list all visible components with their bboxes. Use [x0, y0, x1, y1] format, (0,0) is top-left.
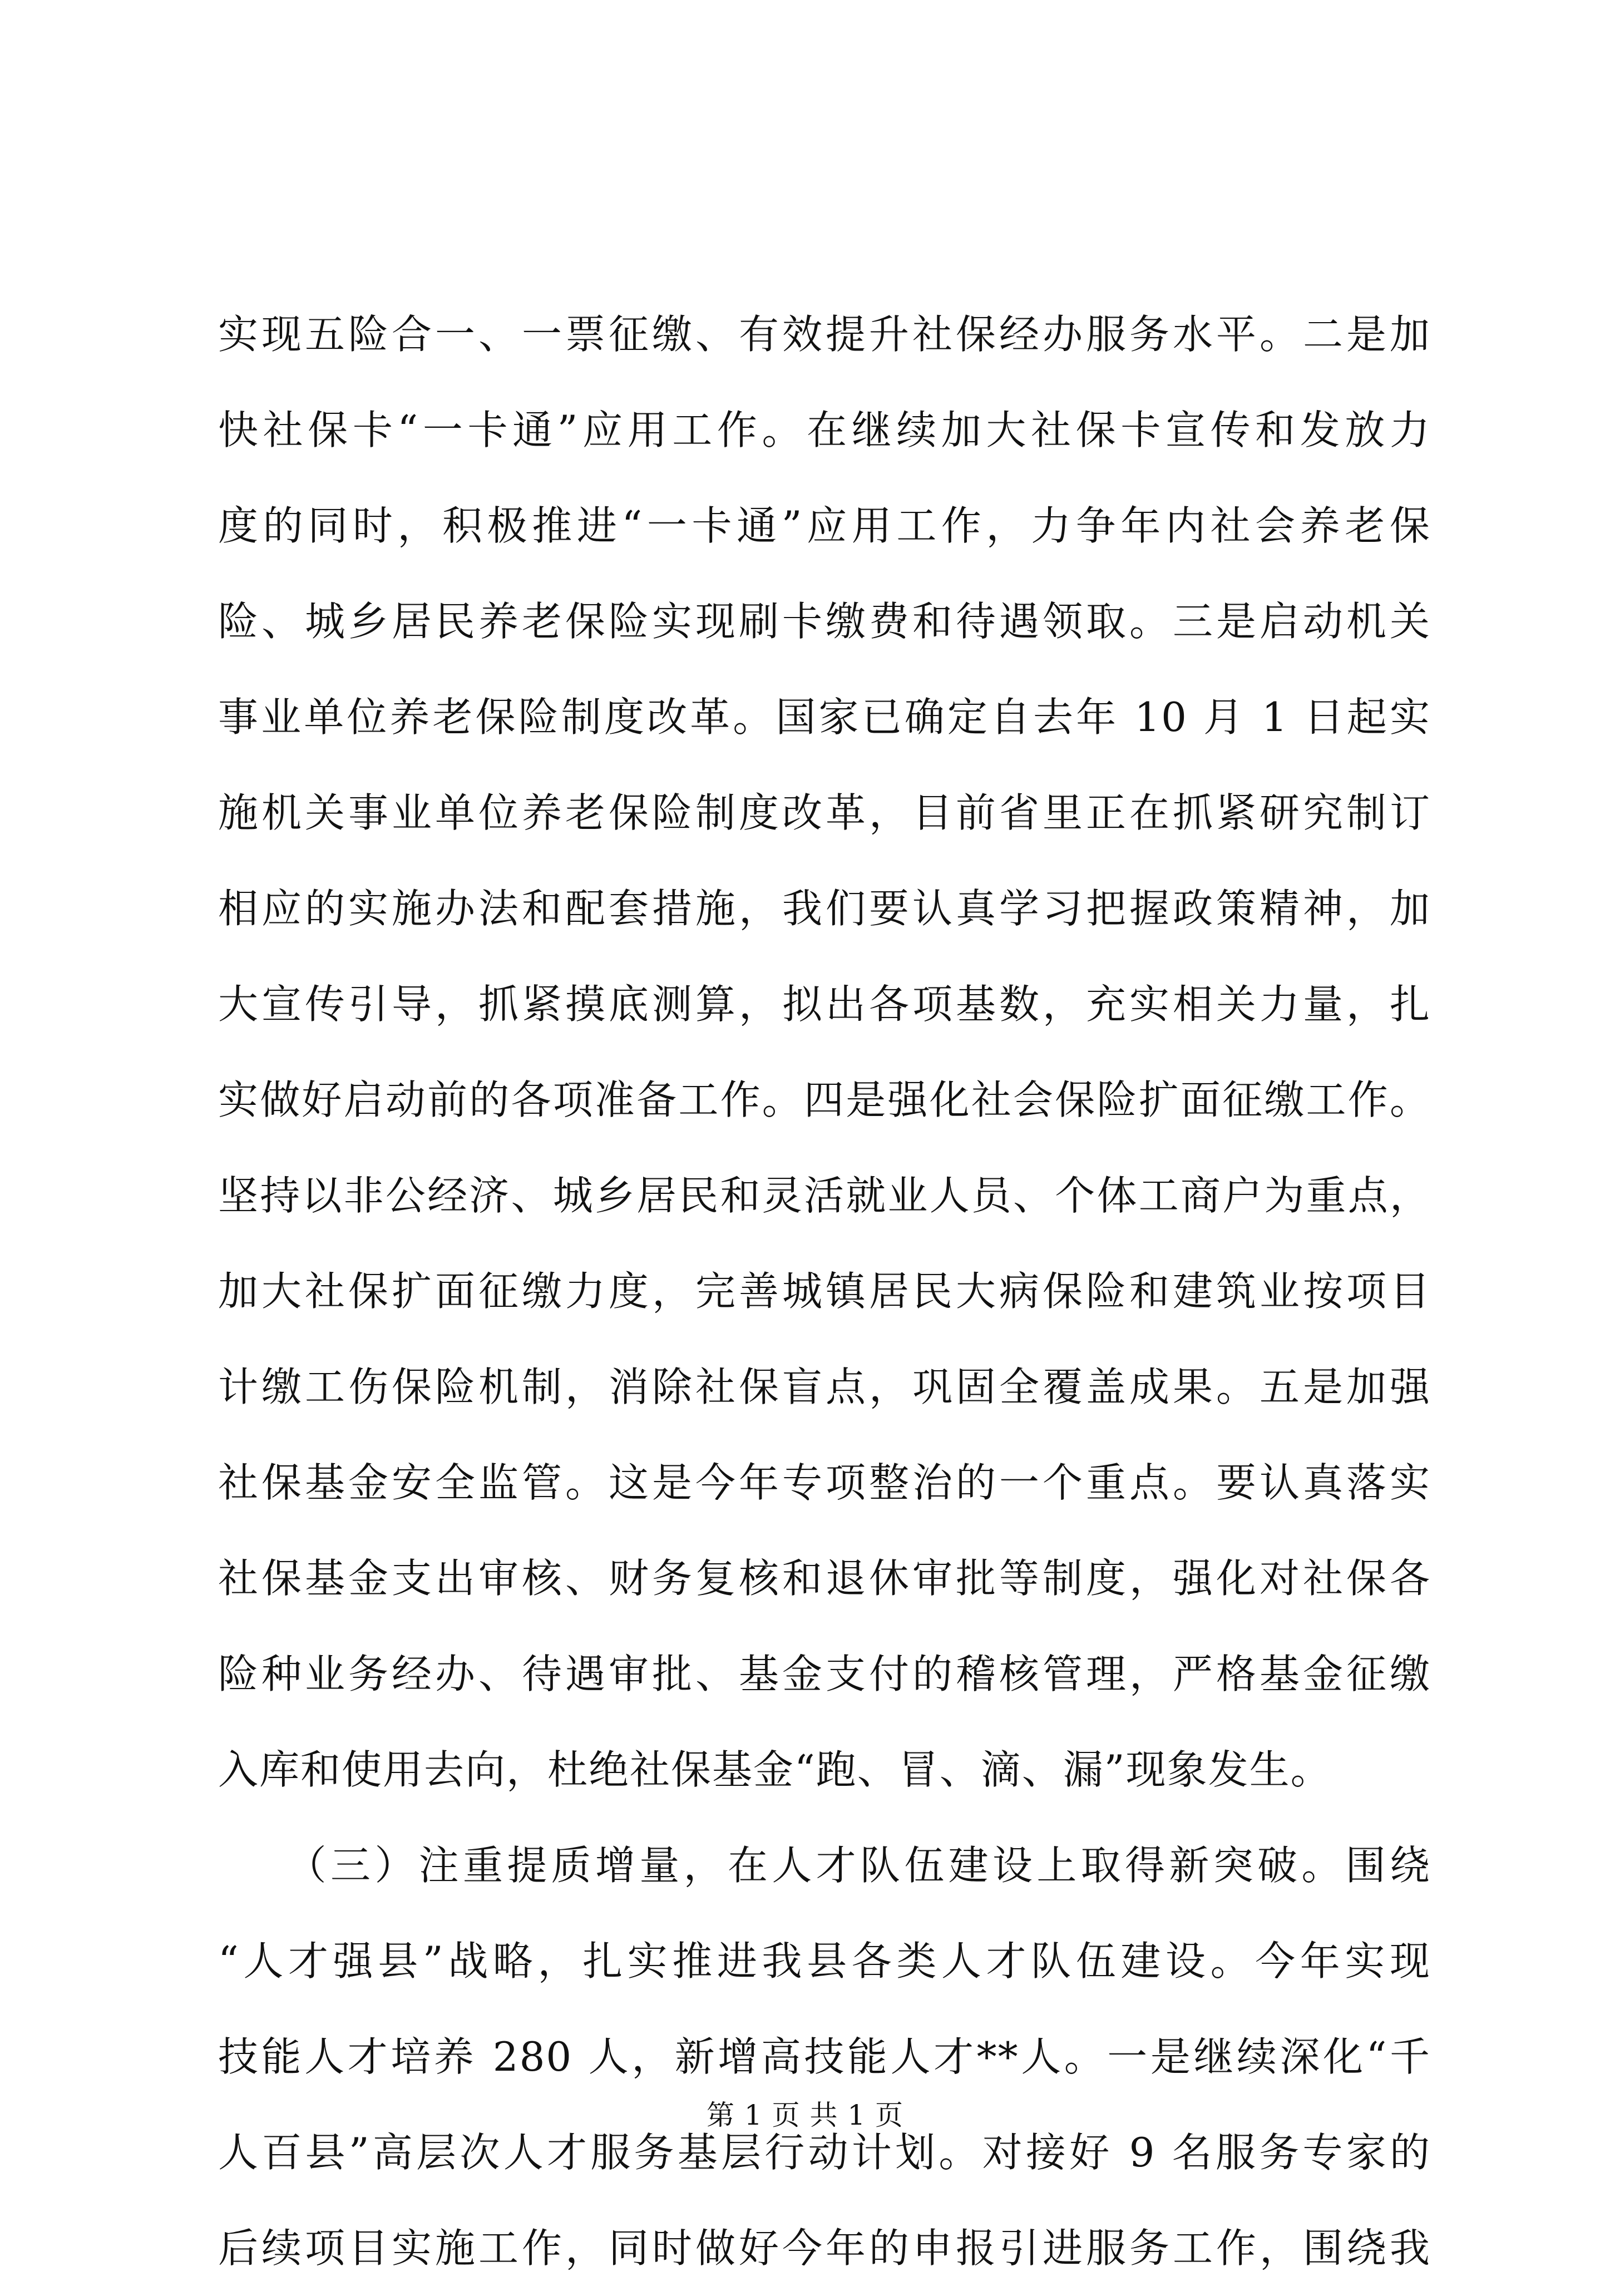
text-line: 后续项目实施工作，同时做好今年的申报引进服务工作，围绕我 — [218, 2225, 1431, 2272]
text-line: 快社保卡“一卡通”应用工作。在继续加大社保卡宣传和发放力 — [218, 407, 1431, 453]
text-line: 计缴工伤保险机制，消除社保盲点，巩固全覆盖成果。五是加强 — [218, 1364, 1431, 1410]
text-line: 坚持以非公经济、城乡居民和灵活就业人员、个体工商户为重点， — [218, 1172, 1431, 1219]
page-number-footer: 第 1 页 共 1 页 — [706, 2099, 904, 2131]
text-line: “人才强县”战略，扎实推进我县各类人才队伍建设。今年实现 — [218, 1938, 1431, 1984]
text-line: 相应的实施办法和配套措施，我们要认真学习把握政策精神，加 — [218, 885, 1431, 932]
text-line: 入库和使用去向，杜绝社保基金“跑、冒、滴、漏”现象发生。 — [218, 1746, 1332, 1793]
document-body — [218, 287, 1431, 2296]
text-line: 事业单位养老保险制度改革。国家已确定自去年 10 月 1 日起实 — [218, 694, 1431, 740]
text-line: 度的同时，积极推进“一卡通”应用工作，力争年内社会养老保 — [218, 502, 1431, 549]
section-heading-line: （三）注重提质增量，在人才队伍建设上取得新突破。围绕 — [218, 1842, 1431, 1889]
text-line: 加大社保扩面征缴力度，完善城镇居民大病保险和建筑业按项目 — [218, 1268, 1431, 1315]
text-line: 险、城乡居民养老保险实现刷卡缴费和待遇领取。三是启动机关 — [218, 598, 1431, 645]
text-line: 实做好启动前的各项准备工作。四是强化社会保险扩面征缴工作。 — [218, 1077, 1431, 1123]
text-line: 大宣传引导，抓紧摸底测算，拟出各项基数，充实相关力量，扎 — [218, 981, 1431, 1028]
text-line: 技能人才培养 280 人，新增高技能人才**人。一是继续深化“千 — [218, 2033, 1431, 2080]
text-line: 社保基金安全监管。这是今年专项整治的一个重点。要认真落实 — [218, 1459, 1431, 1506]
text-line: 人百县”高层次人才服务基层行动计划。对接好 9 名服务专家的 — [218, 2129, 1431, 2176]
text-line: 险种业务经办、待遇审批、基金支付的稽核管理，严格基金征缴 — [218, 1651, 1431, 1697]
text-line: 社保基金支出审核、财务复核和退休审批等制度，强化对社保各 — [218, 1555, 1431, 1602]
text-line: 实现五险合一、一票征缴、有效提升社保经办服务水平。二是加 — [218, 311, 1431, 358]
text-line: 施机关事业单位养老保险制度改革，目前省里正在抓紧研究制订 — [218, 789, 1431, 836]
